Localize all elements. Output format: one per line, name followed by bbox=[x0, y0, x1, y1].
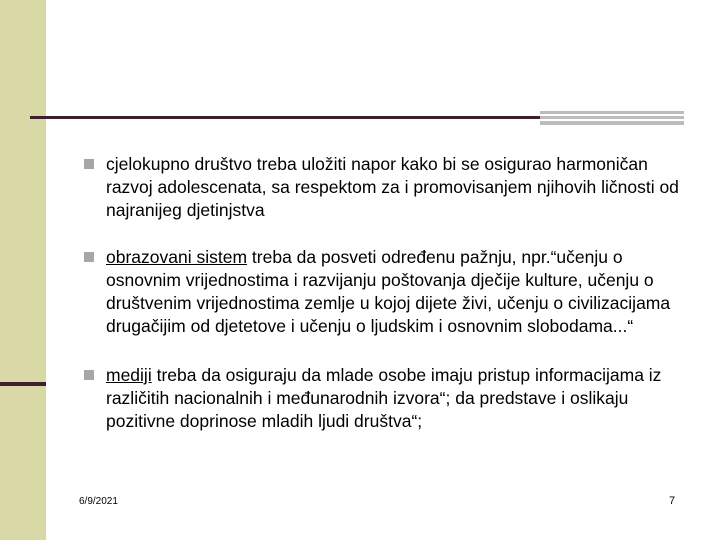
bullet-lead-term: mediji bbox=[106, 365, 152, 385]
square-bullet-icon bbox=[84, 159, 94, 169]
left-band-divider bbox=[0, 382, 46, 386]
slide-number: 7 bbox=[669, 495, 676, 507]
title-divider-line bbox=[30, 116, 540, 119]
square-bullet-icon bbox=[84, 370, 94, 380]
bullet-text: cjelokupno društvo treba uložiti napor kako bi se osigurao harmoničan razvoj adolescenata, sa respektom za i promovisanjem njihovih ličnosti od najranijeg djetinjstva bbox=[106, 154, 679, 220]
bullet-text: treba da osiguraju da mlade osobe imaju pristup informacijama iz različitih nacionalnih i međunarodnih izvora“; da predstave i oslikaju pozitivne doprinose mladih ljudi društva“; bbox=[106, 365, 662, 431]
square-bullet-icon bbox=[84, 252, 94, 262]
bullet-item-media bbox=[84, 364, 684, 433]
title-divider-accent bbox=[540, 111, 684, 125]
footer-date: 6/9/2021 bbox=[79, 496, 118, 507]
left-decorative-band bbox=[0, 0, 46, 540]
bullet-item-society bbox=[84, 153, 684, 222]
bullet-lead-term: obrazovani sistem bbox=[106, 247, 248, 267]
bullet-list bbox=[84, 153, 684, 433]
bullet-item-education bbox=[84, 246, 684, 338]
bullet-text: treba da posveti određenu pažnju, npr.“učenju o osnovnim vrijednostima i razvijanju poštovanja dječije kulture, učenju o društvenim vrijednostima zemlje u kojoj dijete živi, učenju o civilizacijama drugačijim od djetetove i učenju o ljudskim i osnovnim slobodama...“ bbox=[106, 247, 671, 336]
